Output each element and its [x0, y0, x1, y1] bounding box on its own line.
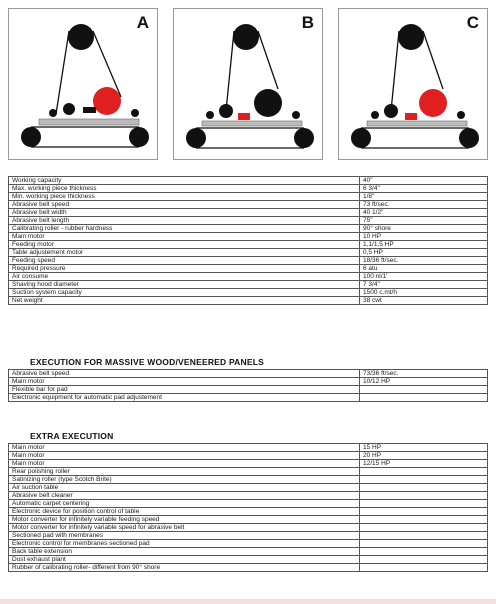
spec-value: 12/15 HP — [360, 460, 488, 468]
spec-value: 6 atu — [360, 265, 488, 273]
conveyor-roller — [129, 127, 149, 147]
spec-label: Net weight — [9, 297, 360, 305]
idler-roller — [63, 103, 75, 115]
spec-label: Abrasive belt width — [9, 209, 360, 217]
spec-value — [360, 500, 488, 508]
spec-label: Sectioned pad with membranes — [9, 532, 360, 540]
spec-value: 0,5 HP — [360, 249, 488, 257]
spec-value: 18/36 ft/sec. — [360, 257, 488, 265]
spec-label: Main motor — [9, 460, 360, 468]
spec-label: Calibrating roller - rubber hardness — [9, 225, 360, 233]
table-row — [9, 500, 488, 508]
diagram-label: C — [466, 13, 479, 32]
pressure-roller — [131, 109, 139, 117]
spec-label: Abrasive belt speed — [9, 201, 360, 209]
table-row — [9, 201, 488, 209]
spec-value: 75" — [360, 217, 488, 225]
pressure-roller — [371, 111, 379, 119]
pressure-roller — [457, 111, 465, 119]
spec-value: 38 cwt — [360, 297, 488, 305]
extra-table-body — [9, 444, 488, 572]
table-row — [9, 540, 488, 548]
spec-value — [360, 386, 488, 394]
table-row — [9, 370, 488, 378]
table-row — [9, 452, 488, 460]
spec-value — [360, 564, 488, 572]
spec-label: Dust exhaust plant — [9, 556, 360, 564]
pad — [405, 113, 417, 120]
spec-value — [360, 556, 488, 564]
extra-section-title: EXTRA EXECUTION — [30, 431, 114, 441]
spec-label: Satinizing roller (type Scotch Brite) — [9, 476, 360, 484]
spec-label: Motor converter for infinitely variable feeding speed — [9, 516, 360, 524]
spec-label: Feeding motor — [9, 241, 360, 249]
table-row — [9, 532, 488, 540]
contact-roller — [254, 89, 282, 117]
conveyor-roller — [21, 127, 41, 147]
table-row — [9, 468, 488, 476]
spec-value — [360, 394, 488, 402]
table-row — [9, 177, 488, 185]
spec-label: Motor converter for infinitely variable speed for abrasive belt — [9, 524, 360, 532]
extra-table — [8, 443, 488, 572]
table-row — [9, 249, 488, 257]
spec-value: 1,1/1,5 HP — [360, 241, 488, 249]
spec-label: Flexible bar for pad — [9, 386, 360, 394]
spec-table — [8, 176, 488, 305]
spec-label: Electronic control for membranes sectioned pad — [9, 540, 360, 548]
top-roller — [398, 24, 424, 50]
massive-section-title: EXECUTION FOR MASSIVE WOOD/VENEERED PANELS — [30, 357, 264, 367]
workpiece — [202, 121, 302, 126]
spec-value: 10 HP — [360, 233, 488, 241]
conveyor-roller — [459, 128, 479, 148]
table-row — [9, 524, 488, 532]
idler-roller — [384, 104, 398, 118]
spec-label: Shaving hood diameter — [9, 281, 360, 289]
table-row — [9, 476, 488, 484]
table-row — [9, 281, 488, 289]
spec-value: 40 1/2" — [360, 209, 488, 217]
table-row — [9, 484, 488, 492]
table-row — [9, 548, 488, 556]
spec-label: Abrasive belt length — [9, 217, 360, 225]
spec-label: Rear polishing roller — [9, 468, 360, 476]
spec-value — [360, 548, 488, 556]
table-row — [9, 297, 488, 305]
spec-label: Working capacity — [9, 177, 360, 185]
table-row — [9, 193, 488, 201]
spec-value: 90° shore — [360, 225, 488, 233]
spec-value — [360, 516, 488, 524]
conveyor-roller — [351, 128, 371, 148]
spec-value: 7 3/4" — [360, 281, 488, 289]
spec-value — [360, 508, 488, 516]
spec-label: Back table extension — [9, 548, 360, 556]
diagram-a — [8, 8, 158, 160]
pad — [238, 113, 250, 120]
table-row — [9, 265, 488, 273]
spec-value: 1/8" — [360, 193, 488, 201]
spec-label: Electronic equipment for automatic pad adjustement — [9, 394, 360, 402]
spec-label: Suction system capacity — [9, 289, 360, 297]
spec-label: Air suction table — [9, 484, 360, 492]
massive-table-body — [9, 370, 488, 402]
spec-value: 20 HP — [360, 452, 488, 460]
top-roller — [233, 24, 259, 50]
spec-value: 73 ft/sec. — [360, 201, 488, 209]
spec-value: 6 3/4" — [360, 185, 488, 193]
spec-table-body — [9, 177, 488, 305]
table-row — [9, 444, 488, 452]
spec-label: Air consume — [9, 273, 360, 281]
table-row — [9, 556, 488, 564]
workpiece — [367, 121, 467, 126]
contact-roller — [93, 87, 121, 115]
spec-value — [360, 492, 488, 500]
spec-label: Main motor — [9, 444, 360, 452]
table-row — [9, 386, 488, 394]
idler-roller — [219, 104, 233, 118]
spec-label: Required pressure — [9, 265, 360, 273]
spec-value: 73/36 ft/sec. — [360, 370, 488, 378]
spec-value: 100 nl/1' — [360, 273, 488, 281]
spec-label: Main motor — [9, 378, 360, 386]
table-row — [9, 257, 488, 265]
spec-value — [360, 532, 488, 540]
table-row — [9, 394, 488, 402]
spec-label: Table adjustement motor — [9, 249, 360, 257]
workpiece — [39, 119, 139, 125]
spec-label: Feeding speed — [9, 257, 360, 265]
pressure-roller — [292, 111, 300, 119]
table-row — [9, 289, 488, 297]
spec-value — [360, 524, 488, 532]
table-row — [9, 225, 488, 233]
page-bottom-band — [0, 599, 496, 604]
spec-label: Main motor — [9, 233, 360, 241]
spec-value: 40" — [360, 177, 488, 185]
diagram-c — [338, 8, 488, 160]
spec-label: Automatic carpet centering — [9, 500, 360, 508]
top-roller — [68, 24, 94, 50]
spec-label: Min. working piece thickness — [9, 193, 360, 201]
spec-label: Abrasive belt cleaner — [9, 492, 360, 500]
spec-label: Electronic device for position control of table — [9, 508, 360, 516]
spec-value: 10/12 HP — [360, 378, 488, 386]
table-row — [9, 233, 488, 241]
massive-table — [8, 369, 488, 402]
diagram-label: A — [136, 13, 149, 32]
spec-label: Max. working piece thickness — [9, 185, 360, 193]
table-row — [9, 378, 488, 386]
diagram-b — [173, 8, 323, 160]
table-row — [9, 217, 488, 225]
diagram-label: B — [301, 13, 314, 32]
table-row — [9, 460, 488, 468]
pressure-roller — [206, 111, 214, 119]
spec-value — [360, 476, 488, 484]
table-row — [9, 209, 488, 217]
table-row — [9, 492, 488, 500]
contact-roller — [419, 89, 447, 117]
conveyor-roller — [186, 128, 206, 148]
spec-value — [360, 540, 488, 548]
spec-value — [360, 484, 488, 492]
spec-label: Main motor — [9, 452, 360, 460]
table-row — [9, 185, 488, 193]
table-row — [9, 564, 488, 572]
pad — [83, 107, 96, 113]
conveyor-roller — [294, 128, 314, 148]
table-row — [9, 273, 488, 281]
table-row — [9, 241, 488, 249]
spec-label: Rubber of calibrating roller- different from 90° shore — [9, 564, 360, 572]
table-row — [9, 516, 488, 524]
table-row — [9, 508, 488, 516]
spec-value: 15 HP — [360, 444, 488, 452]
spec-label: Abrasive belt speed — [9, 370, 360, 378]
spec-value: 1500 c.mt/h — [360, 289, 488, 297]
spec-value — [360, 468, 488, 476]
pressure-roller — [49, 109, 57, 117]
